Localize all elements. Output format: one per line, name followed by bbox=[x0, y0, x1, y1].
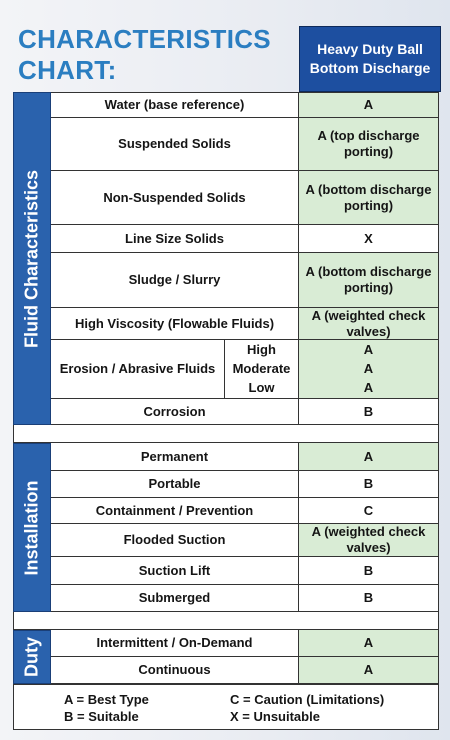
table-row bbox=[51, 118, 439, 171]
row-name: Line Size Solids bbox=[51, 225, 299, 253]
row-name: Intermittent / On-Demand bbox=[51, 630, 299, 657]
row-name: Erosion / Abrasive Fluids bbox=[51, 340, 225, 399]
row-value: A (top discharge porting) bbox=[299, 118, 439, 171]
table-row bbox=[51, 498, 439, 524]
row-name: Portable bbox=[51, 471, 299, 498]
row-name: Continuous bbox=[51, 657, 299, 684]
legend-x: X = Unsuitable bbox=[230, 709, 320, 724]
legend-a: A = Best Type bbox=[64, 692, 149, 707]
duty-table bbox=[51, 630, 439, 684]
row-name: Water (base reference) bbox=[51, 93, 299, 118]
table-row bbox=[51, 171, 439, 225]
row-value: X bbox=[299, 225, 439, 253]
grade-value: A bbox=[363, 380, 374, 396]
table-row bbox=[51, 253, 439, 308]
table-row bbox=[51, 657, 439, 684]
row-value: A bbox=[299, 630, 439, 657]
column-header-line2: Bottom Discharge bbox=[309, 60, 431, 76]
grade-value: A bbox=[363, 341, 374, 357]
row-name: Containment / Prevention bbox=[51, 498, 299, 524]
legend bbox=[13, 684, 439, 730]
row-name: Permanent bbox=[51, 443, 299, 471]
row-value: A bbox=[299, 93, 439, 118]
row-value: A (weighted check valves) bbox=[299, 308, 439, 340]
row-name: Suction Lift bbox=[51, 557, 299, 585]
section-label-fluid bbox=[13, 92, 51, 425]
section-divider bbox=[13, 425, 439, 443]
section-label-fluid-text: Fluid Characteristics bbox=[21, 169, 42, 348]
section-label-duty bbox=[13, 630, 51, 684]
row-value: A (bottom discharge porting) bbox=[299, 253, 439, 308]
grade-label: Low bbox=[248, 380, 275, 396]
row-value: B bbox=[299, 399, 439, 425]
section-label-duty-text: Duty bbox=[21, 637, 42, 677]
row-name: Submerged bbox=[51, 585, 299, 612]
grade-label: High bbox=[247, 341, 276, 357]
row-value: B bbox=[299, 471, 439, 498]
erosion-values bbox=[299, 340, 439, 399]
table-row bbox=[51, 585, 439, 612]
section-label-installation-text: Installation bbox=[21, 479, 42, 576]
table-row bbox=[51, 308, 439, 340]
row-value: A (weighted check valves) bbox=[299, 524, 439, 557]
section-label-installation bbox=[13, 443, 51, 612]
row-value: A bbox=[299, 443, 439, 471]
table-row bbox=[51, 524, 439, 557]
grade-label: Moderate bbox=[232, 360, 291, 376]
row-name: Corrosion bbox=[51, 399, 299, 425]
row-value: B bbox=[299, 557, 439, 585]
table-row bbox=[51, 399, 439, 425]
table-row bbox=[51, 471, 439, 498]
chart-title-line1: CHARACTERISTICS bbox=[18, 24, 271, 54]
legend-b: B = Suitable bbox=[64, 709, 139, 724]
grade-value: A bbox=[363, 360, 374, 376]
row-name: Suspended Solids bbox=[51, 118, 299, 171]
row-name: High Viscosity (Flowable Fluids) bbox=[51, 308, 299, 340]
erosion-grades bbox=[225, 340, 299, 399]
fluid-table bbox=[51, 93, 439, 425]
row-name: Sludge / Slurry bbox=[51, 253, 299, 308]
chart-title-line2: CHART: bbox=[18, 55, 117, 85]
table-row bbox=[51, 443, 439, 471]
table-row bbox=[51, 557, 439, 585]
legend-c: C = Caution (Limitations) bbox=[230, 692, 385, 707]
section-divider bbox=[13, 612, 439, 630]
table-row bbox=[51, 225, 439, 253]
table-row-erosion bbox=[51, 340, 439, 399]
installation-table bbox=[51, 443, 439, 612]
column-header-line1: Heavy Duty Ball bbox=[317, 41, 423, 57]
table-row bbox=[51, 93, 439, 118]
column-header bbox=[299, 26, 441, 92]
row-value: A (bottom discharge porting) bbox=[299, 171, 439, 225]
row-value: B bbox=[299, 585, 439, 612]
row-name: Non-Suspended Solids bbox=[51, 171, 299, 225]
row-value: A bbox=[299, 657, 439, 684]
chart-title bbox=[18, 24, 271, 86]
row-value: C bbox=[299, 498, 439, 524]
table-row bbox=[51, 630, 439, 657]
row-name: Flooded Suction bbox=[51, 524, 299, 557]
